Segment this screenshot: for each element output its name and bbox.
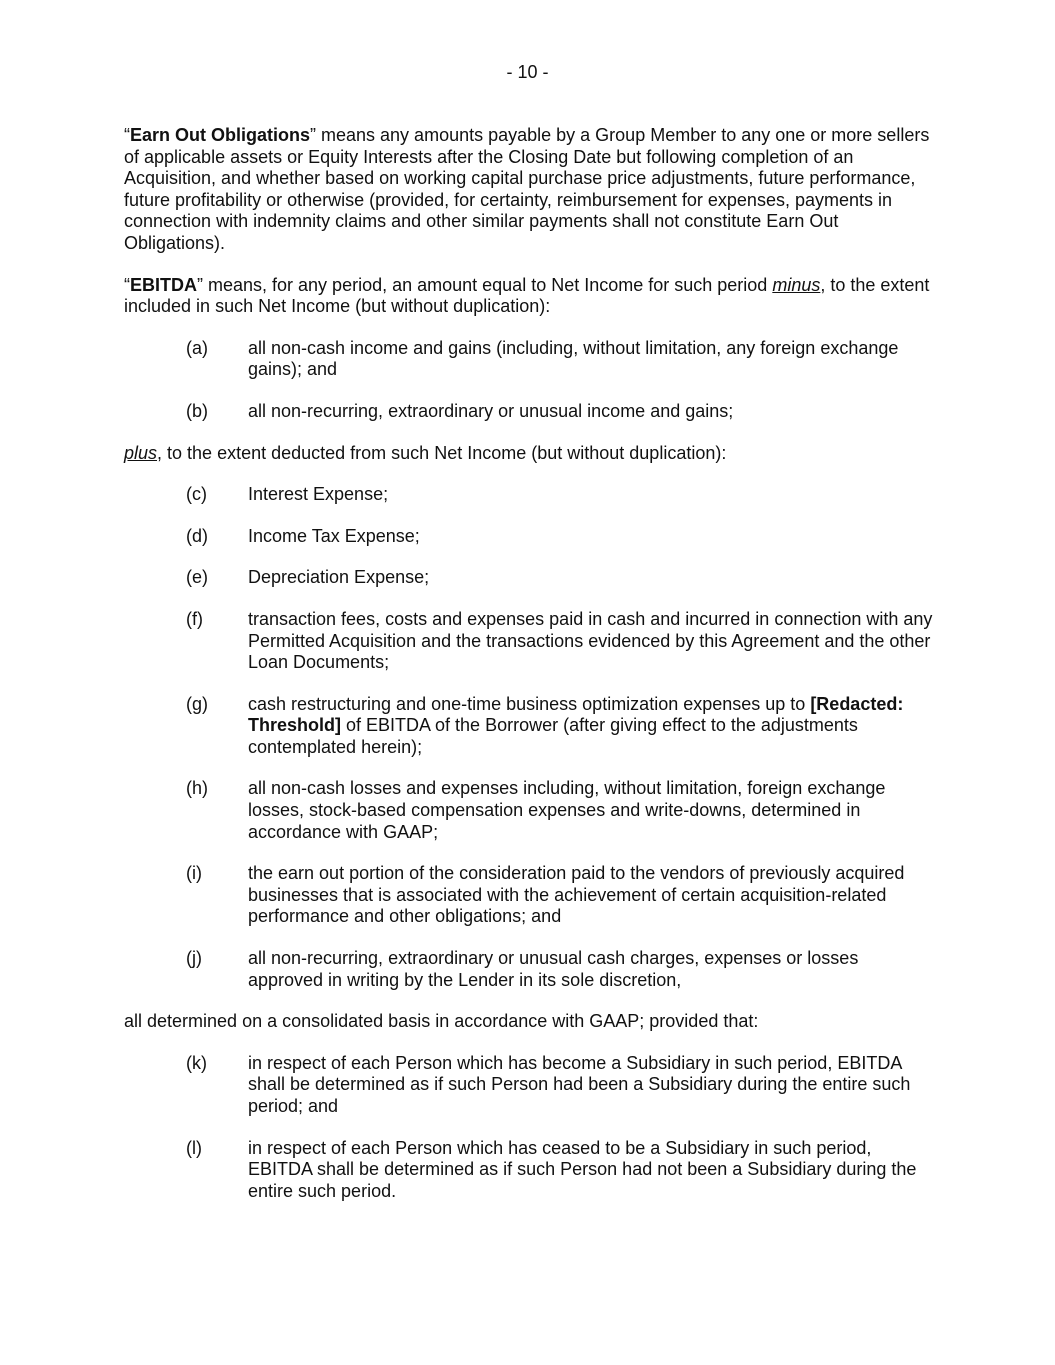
definition-text: ” means, for any period, an amount equal to Net Income for such period	[197, 274, 773, 295]
item-text-after: of EBITDA of the Borrower (after giving effect to the adjustments contemplated herein);	[248, 715, 858, 757]
list-item	[124, 609, 936, 674]
item-label: (i)	[186, 863, 202, 884]
list-item	[124, 1138, 936, 1203]
item-label: (e)	[186, 567, 208, 588]
item-text: all non-cash losses and expenses including, without limitation, foreign exchange losses, stock-based compensation expenses and write-downs, determined in accordance with GAAP;	[248, 778, 886, 842]
item-label: (j)	[186, 948, 202, 969]
item-text: all non-cash income and gains (including, without limitation, any foreign exchange gains); and	[248, 337, 899, 380]
defined-term: Earn Out Obligations	[130, 125, 311, 145]
item-label: (h)	[186, 778, 208, 799]
item-label: (g)	[186, 693, 208, 714]
consolidated-line: all determined on a consolidated basis in accordance with GAAP; provided that:	[124, 1011, 759, 1032]
item-label: (d)	[186, 525, 208, 546]
item-label: (l)	[186, 1137, 202, 1158]
item-text: in respect of each Person which has ceased to be a Subsidiary in such period, EBITDA shall be determined as if such Person had not been a Subsidiary during the entire such period.	[248, 1137, 917, 1201]
item-text: all non-recurring, extraordinary or unusual cash charges, expenses or losses approved in writing by the Lender in its sole discretion,	[248, 948, 859, 990]
item-text-before: cash restructuring and one-time business optimization expenses up to	[248, 693, 811, 714]
redacted-threshold: [Redacted: Threshold]	[248, 693, 904, 736]
defined-term: EBITDA	[130, 274, 197, 295]
plus-line-text: , to the extent deducted from such Net Income (but without duplication):	[157, 442, 727, 463]
item-text: Income Tax Expense;	[248, 525, 420, 546]
item-label: (b)	[186, 400, 208, 421]
definition-text-continued: , to the extent included in such Net Income (but without duplication):	[124, 274, 930, 317]
item-text: Interest Expense;	[248, 484, 389, 505]
item-text: all non-recurring, extraordinary or unusual income and gains;	[248, 400, 734, 421]
open-quote: “	[124, 274, 130, 295]
minus-emphasis: minus	[772, 274, 821, 295]
item-text: Depreciation Expense;	[248, 567, 430, 588]
item-label: (a)	[186, 337, 208, 358]
definition-text: ” means any amounts payable by a Group Member to any one or more sellers of applicable assets or Equity Interests after the Closing Date but following completion of an Acquisition, and whether based on working capital purchase price adjustments, future performance, future profitability or otherwise (provided, for certainty, reimbursement for expenses, payments in connection with indemnity claims and other similar payments shall not constitute Earn Out Obligations).	[124, 125, 930, 253]
list-item	[124, 338, 936, 381]
item-text: the earn out portion of the consideration paid to the vendors of previously acquired businesses that is associated with the achievement of certain acquisition-related performance and other obligations; and	[248, 863, 905, 927]
definition-ebitda	[124, 275, 936, 318]
list-item	[124, 1053, 936, 1118]
list-item	[124, 526, 936, 548]
list-item	[124, 948, 936, 991]
item-label: (c)	[186, 484, 207, 505]
plus-line	[124, 443, 936, 465]
list-item	[124, 694, 936, 759]
page-number: - 10 -	[506, 62, 549, 82]
list-item	[124, 484, 936, 506]
open-quote: “	[124, 125, 130, 145]
item-text: transaction fees, costs and expenses paid in cash and incurred in connection with any Permitted Acquisition and the transactions evidenced by this Agreement and the other Loan Documents;	[248, 608, 933, 673]
list-item	[124, 778, 936, 843]
item-label: (f)	[186, 608, 203, 629]
plus-emphasis: plus	[124, 442, 158, 463]
list-item	[124, 401, 936, 423]
definition-earn-out-obligations	[124, 125, 936, 255]
item-text: in respect of each Person which has become a Subsidiary in such period, EBITDA shall be determined as if such Person had been a Subsidiary during the entire such period; and	[248, 1052, 911, 1116]
document-body	[124, 125, 936, 1222]
list-item	[124, 567, 936, 589]
item-text	[248, 694, 903, 757]
list-item	[124, 863, 936, 928]
item-label: (k)	[186, 1052, 207, 1073]
